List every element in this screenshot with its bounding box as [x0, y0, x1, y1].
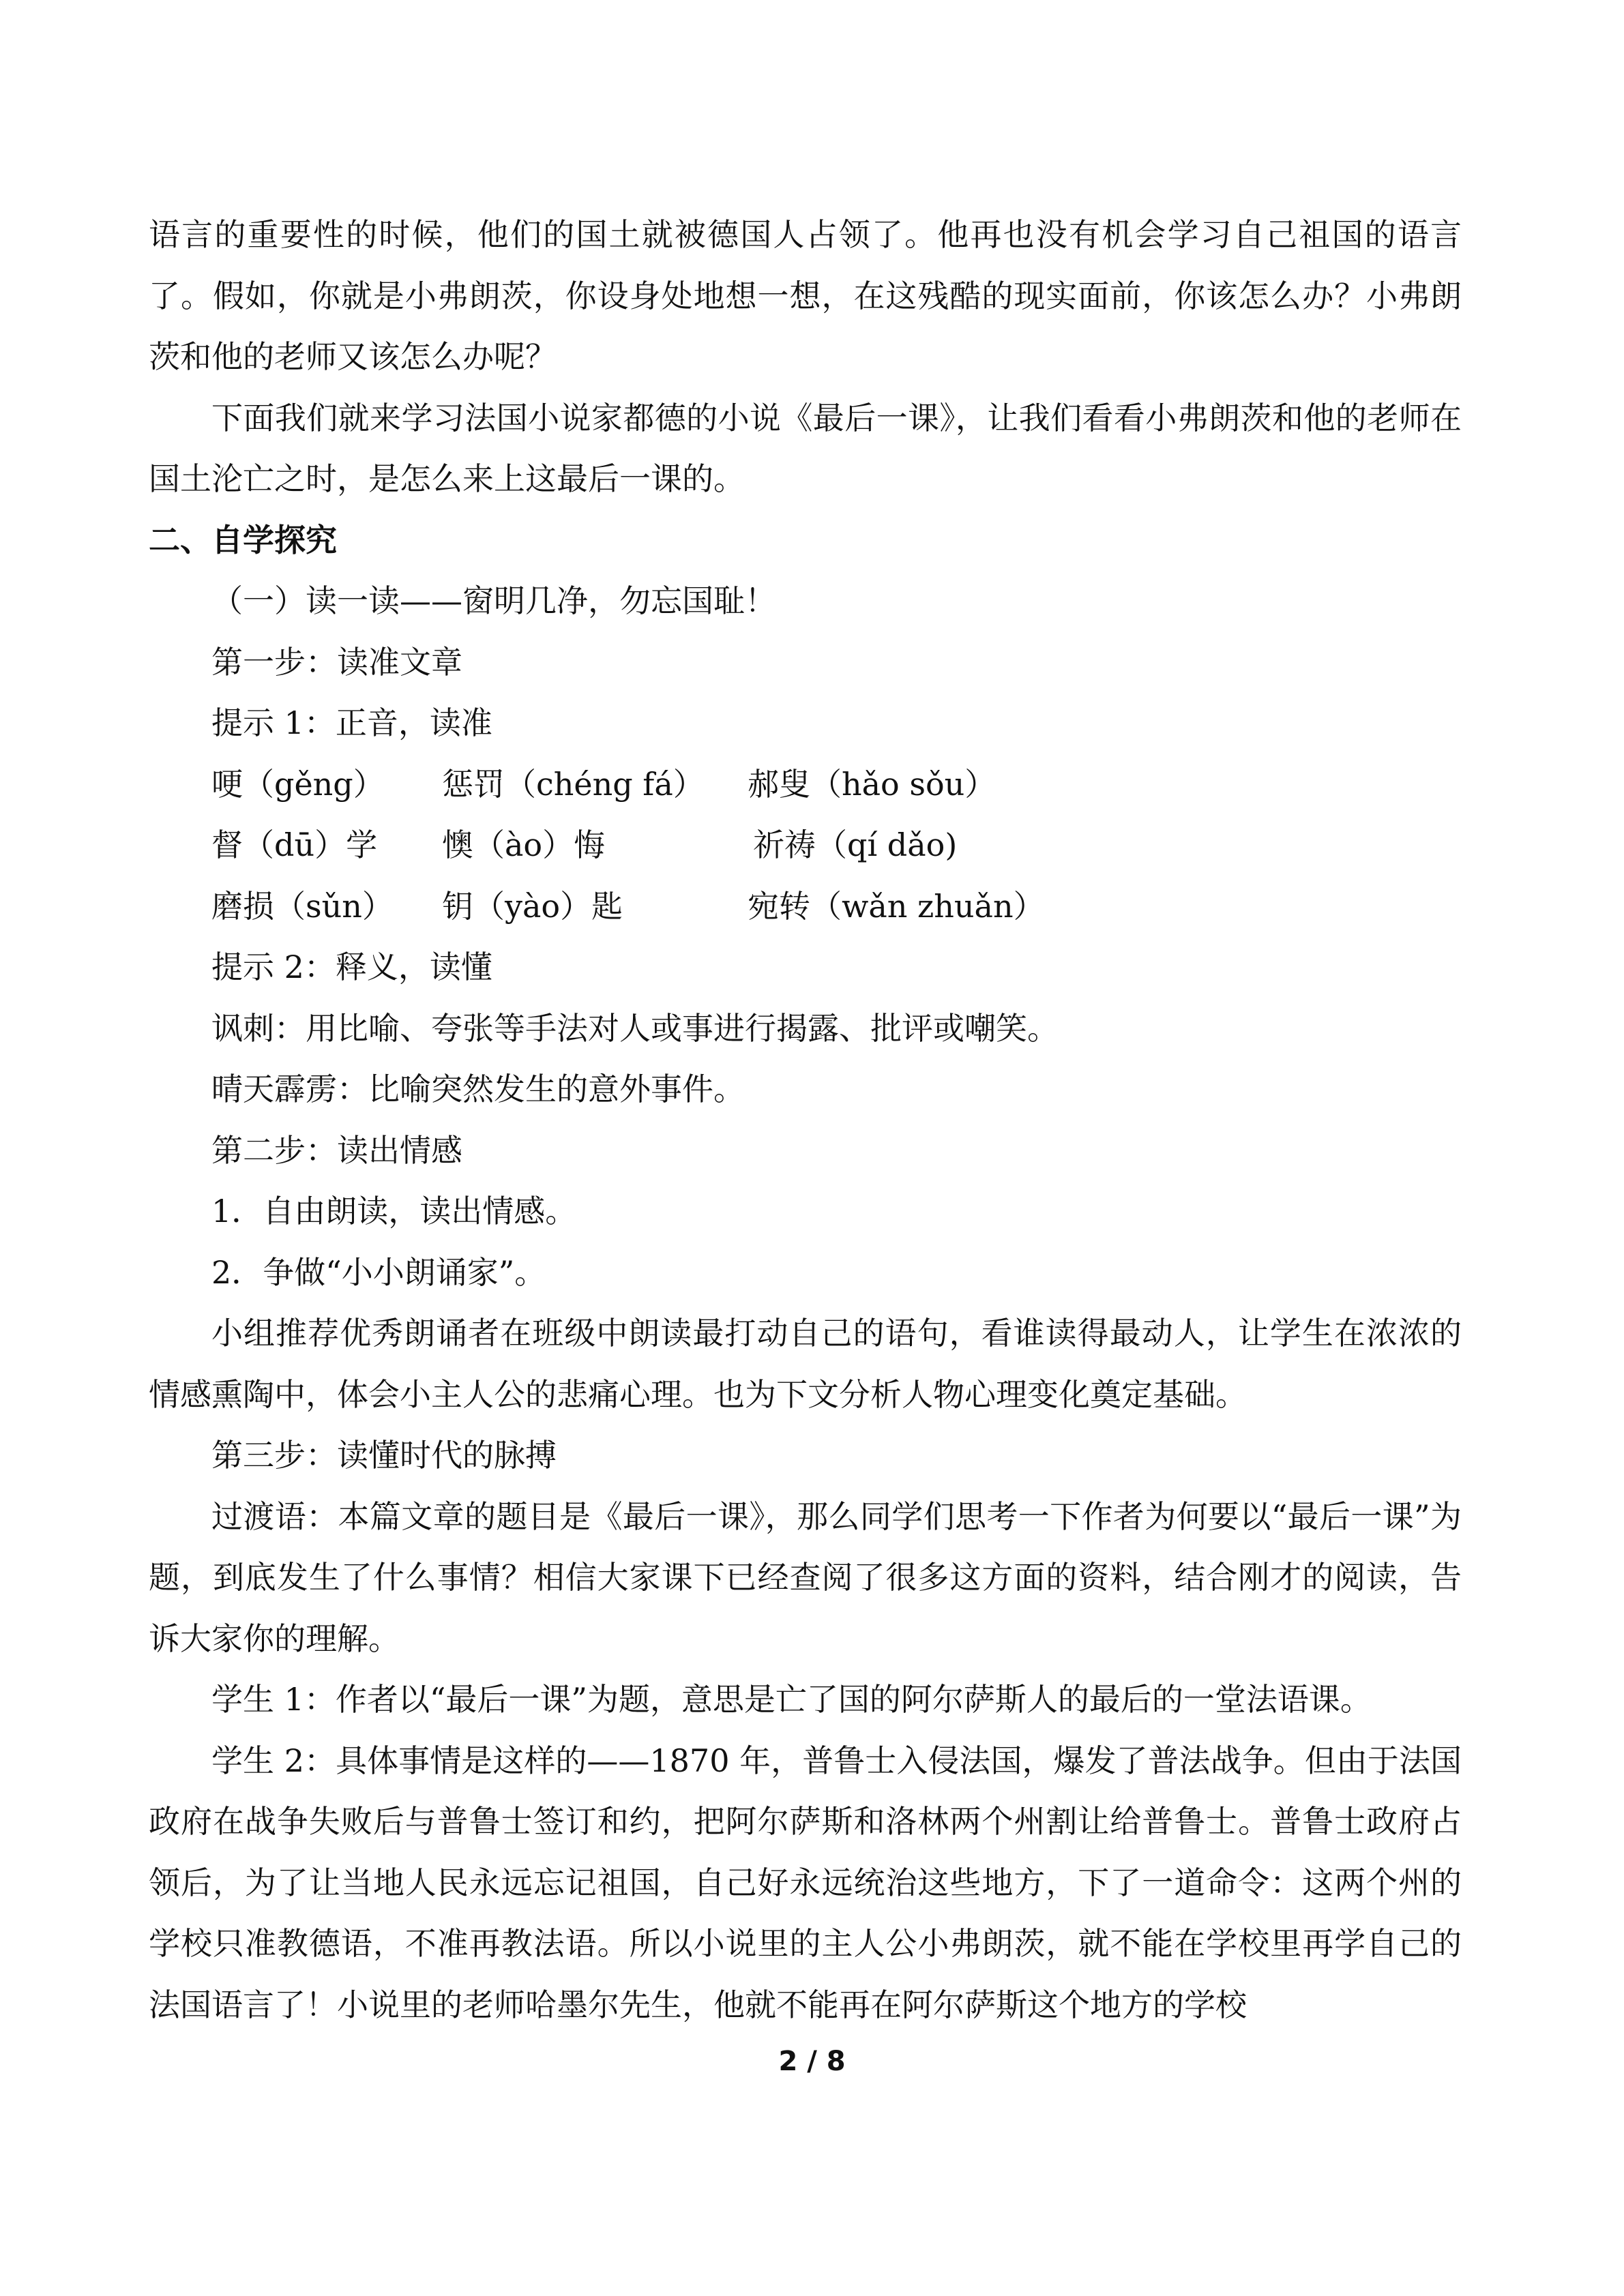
- vocab-row: [149, 815, 1462, 876]
- vocab-word: 惩罚（chéng fá）: [442, 765, 705, 803]
- list-item: 2．争做“小小朗诵家”。: [211, 1253, 546, 1291]
- section-heading-self-study: 二、自学探究: [149, 521, 337, 558]
- vocab-word: 懊（ào）悔: [442, 826, 606, 863]
- subsection-read: （一）读一读——窗明几净，勿忘国耻！: [211, 582, 776, 619]
- tip-two: 提示 2：释义，读懂: [211, 949, 492, 985]
- vocab-word: 祈祷（qí dǎo): [753, 826, 958, 863]
- vocab-word: 哽（gěng）: [211, 765, 385, 803]
- list-item: 1．自由朗读，读出情感。: [211, 1193, 577, 1229]
- vocab-word: 钥（yào）匙: [442, 887, 623, 925]
- paragraph-transition: 过渡语：本篇文章的题目是《最后一课》，那么同学们思考一下作者为何要以“最后一课”为题，到底发生了什么事情？相信大家课下已经查阅了很多这方面的资料，结合刚才的阅读，告诉大家你的理解。: [149, 1497, 1462, 1657]
- paragraph-lesson-intro: 下面我们就来学习法国小说家都德的小说《最后一课》，让我们看看小弗朗茨和他的老师在国土沦亡之时，是怎么来上这最后一课的。: [149, 399, 1462, 497]
- paragraph-group-reading: 小组推荐优秀朗诵者在班级中朗读最打动自己的语句，看谁读得最动人，让学生在浓浓的情感熏陶中，体会小主人公的悲痛心理。也为下文分析人物心理变化奠定基础。: [149, 1315, 1462, 1413]
- paragraph-student-two: 学生 2：具体事情是这样的——1870 年，普鲁士入侵法国，爆发了普法战争。但由于法国政府在战争失败后与普鲁士签订和约，把阿尔萨斯和洛林两个州割让给普鲁士。普鲁士政府占领后，为了让当地人民永远忘记祖国，自己好永远统治这些地方，下了一道命令：这两个州的学校只准教德语，不准再教法语。所以小说里的主人公小弗朗茨，就不能在学校里再学自己的法国语言了！小说里的老师哈墨尔先生，他就不能再在阿尔萨斯这个地方的学校: [149, 1742, 1462, 2023]
- document-body: [149, 205, 1462, 2036]
- definition-satire: 讽刺：用比喻、夸张等手法对人或事进行揭露、批评或嘲笑。: [211, 1009, 1059, 1047]
- paragraph-intro-continued: 语言的重要性的时候，他们的国土就被德国人占领了。他再也没有机会学习自己祖国的语言了。假如，你就是小弗朗茨，你设身处地想一想，在这残酷的现实面前，你该怎么办？小弗朗茨和他的老师又该怎么办呢？: [149, 216, 1462, 375]
- step-two: 第二步：读出情感: [211, 1131, 462, 1169]
- vocab-word: 郝叟（hǎo sǒu）: [748, 765, 996, 803]
- paragraph-student-one: 学生 1：作者以“最后一课”为题，意思是亡了国的阿尔萨斯人的最后的一堂法语课。: [211, 1681, 1372, 1718]
- step-three: 第三步：读懂时代的脉搏: [211, 1437, 557, 1474]
- step-one: 第一步：读准文章: [211, 643, 462, 681]
- vocab-row: [149, 754, 1462, 816]
- page-number: 2 / 8: [778, 2046, 846, 2077]
- tip-one: 提示 1：正音，读准: [211, 704, 492, 741]
- vocab-word: 磨损（sǔn）: [211, 887, 394, 925]
- vocab-word: 宛转（wǎn zhuǎn）: [748, 887, 1045, 925]
- definition-thunderbolt: 晴天霹雳：比喻突然发生的意外事件。: [211, 1071, 745, 1107]
- vocab-word: 督（dū）学: [211, 826, 378, 863]
- vocab-row: [149, 876, 1462, 938]
